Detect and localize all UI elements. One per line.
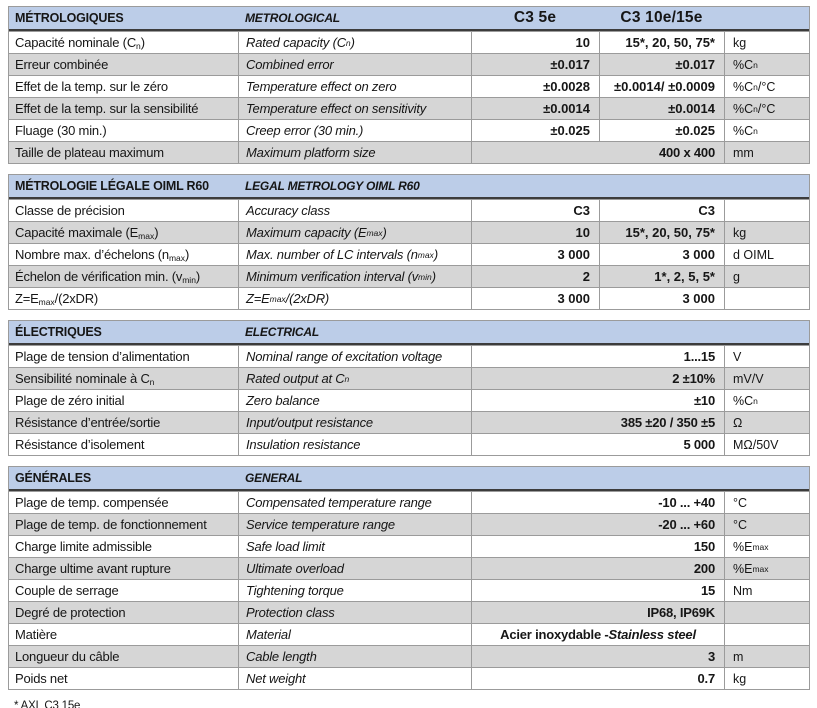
spec-section xyxy=(8,174,810,310)
spec-row xyxy=(9,345,809,367)
row-unit: kg xyxy=(724,668,809,689)
row-label-fr: Charge limite admissible xyxy=(15,539,152,554)
row-value-c3-10e-15e: ±0.017 xyxy=(599,54,724,75)
row-label-en: Maximum capacity (E max ) xyxy=(238,222,471,243)
row-label-fr: Plage de temp. compensée xyxy=(15,495,169,510)
row-label-fr: Résistance d’isolement xyxy=(15,437,145,452)
section-header xyxy=(9,7,809,29)
row-label-fr: $Z=E_{max}/(2xDR)$ xyxy=(15,291,99,306)
footnote: * AXL C3 15e xyxy=(14,700,81,708)
row-label-fr: Poids net xyxy=(15,671,68,686)
row-label-en: Temperature effect on zero xyxy=(238,76,471,97)
row-value-merged: 2 ±10% xyxy=(471,368,724,389)
spec-row xyxy=(9,97,809,119)
row-label-en: Z=E max /(2xDR) xyxy=(238,288,471,309)
row-value-c3-10e-15e: 3 000 xyxy=(599,244,724,265)
row-label-fr: Plage de temp. de fonctionnement xyxy=(15,517,207,532)
row-label-fr: Longueur du câble xyxy=(15,649,120,664)
spec-row xyxy=(9,557,809,579)
row-value-merged: 385 ±20 / 350 ±5 xyxy=(471,412,724,433)
spec-row xyxy=(9,367,809,389)
spec-row xyxy=(9,141,809,163)
row-label-en: Zero balance xyxy=(238,390,471,411)
row-label-fr: Capacité maximale $(E_{max})$ xyxy=(15,225,159,240)
row-value-merged: IP68, IP69K xyxy=(471,602,724,623)
row-label-en: Creep error (30 min.) xyxy=(238,120,471,141)
spec-section xyxy=(8,320,810,456)
row-unit xyxy=(724,602,809,623)
row-label-fr: Taille de plateau maximum xyxy=(15,145,164,160)
section-title-en: ELECTRICAL xyxy=(245,325,319,339)
section-title-en: METROLOGICAL xyxy=(245,11,340,25)
row-label-en: Rated capacity (C n ) xyxy=(238,32,471,53)
row-unit xyxy=(724,200,809,221)
spec-table xyxy=(8,6,810,708)
row-label-fr: Résistance d’entrée/sortie xyxy=(15,415,161,430)
row-unit: d OIML xyxy=(724,244,809,265)
spec-row xyxy=(9,265,809,287)
row-value-c3-5e: ±0.0014 xyxy=(471,98,599,119)
row-value-c3-10e-15e: 3 000 xyxy=(599,288,724,309)
row-value-merged: -20 ... +60 xyxy=(471,514,724,535)
spec-row xyxy=(9,221,809,243)
spec-row xyxy=(9,667,809,689)
row-value-merged: 5 000 xyxy=(471,434,724,455)
row-label-en: Nominal range of excitation voltage xyxy=(238,346,471,367)
row-value-merged: 150 xyxy=(471,536,724,557)
spec-row xyxy=(9,389,809,411)
row-label-en: Compensated temperature range xyxy=(238,492,471,513)
spec-row xyxy=(9,513,809,535)
row-unit: %C n xyxy=(724,120,809,141)
row-label-en: Minimum verification interval (v min ) xyxy=(238,266,471,287)
row-label-fr: Nombre max. d’échelons $(n_{max})$ xyxy=(15,247,190,262)
row-unit: Ω xyxy=(724,412,809,433)
row-value-c3-5e: 10 xyxy=(471,222,599,243)
row-label-en: Cable length xyxy=(238,646,471,667)
row-value-c3-5e: 3 000 xyxy=(471,288,599,309)
row-label-en: Ultimate overload xyxy=(238,558,471,579)
spec-row xyxy=(9,491,809,513)
row-label-fr: Charge ultime avant rupture xyxy=(15,561,171,576)
row-unit: Nm xyxy=(724,580,809,601)
spec-row xyxy=(9,243,809,265)
spec-row xyxy=(9,601,809,623)
spec-row xyxy=(9,433,809,455)
row-label-fr: Couple de serrage xyxy=(15,583,119,598)
row-value-c3-5e: ±0.025 xyxy=(471,120,599,141)
spec-row xyxy=(9,119,809,141)
row-label-fr: Effet de la temp. sur la sensibilité xyxy=(15,101,199,116)
row-label-en: Combined error xyxy=(238,54,471,75)
row-value-c3-5e: 2 xyxy=(471,266,599,287)
row-value-merged: 3 xyxy=(471,646,724,667)
spec-row xyxy=(9,199,809,221)
row-value-c3-5e: 3 000 xyxy=(471,244,599,265)
row-label-fr: Classe de précision xyxy=(15,203,125,218)
row-label-en: Maximum platform size xyxy=(238,142,471,163)
row-unit xyxy=(724,624,809,645)
section-header xyxy=(9,321,809,343)
row-value-c3-10e-15e: C3 xyxy=(599,200,724,221)
row-unit: g xyxy=(724,266,809,287)
spec-row xyxy=(9,623,809,645)
spec-row xyxy=(9,75,809,97)
row-label-fr: Fluage (30 min.) xyxy=(15,123,107,138)
row-value-merged: 1...15 xyxy=(471,346,724,367)
row-label-en: Rated output at C n xyxy=(238,368,471,389)
spec-row xyxy=(9,645,809,667)
row-label-en: Tightening torque xyxy=(238,580,471,601)
row-unit: MΩ/50V xyxy=(724,434,809,455)
row-label-fr: Degré de protection xyxy=(15,605,126,620)
row-unit: mm xyxy=(724,142,809,163)
column-header-c3-5e: C3 5e xyxy=(513,9,557,26)
row-value-merged: 15 xyxy=(471,580,724,601)
row-unit: %C n xyxy=(724,54,809,75)
row-label-en: Material xyxy=(238,624,471,645)
row-label-fr: Échelon de vérification min. $(v_{min})$ xyxy=(15,269,201,284)
row-label-en: Max. number of LC intervals (n max ) xyxy=(238,244,471,265)
spec-section xyxy=(8,466,810,690)
row-value-c3-10e-15e: ±0.0014 xyxy=(599,98,724,119)
row-unit: %C n /°C xyxy=(724,76,809,97)
row-value-c3-10e-15e: 15*, 20, 50, 75* xyxy=(599,222,724,243)
row-unit: m xyxy=(724,646,809,667)
row-label-fr: Effet de la temp. sur le zéro xyxy=(15,79,168,94)
row-value-c3-5e: 10 xyxy=(471,32,599,53)
row-value-merged: 200 xyxy=(471,558,724,579)
row-unit: °C xyxy=(724,492,809,513)
section-title-fr: GÉNÉRALES xyxy=(15,471,91,485)
row-label-fr: Plage de tension d’alimentation xyxy=(15,349,190,364)
sections-container xyxy=(8,6,810,690)
row-label-en: Accuracy class xyxy=(238,200,471,221)
spec-section xyxy=(8,6,810,164)
row-label-en: Safe load limit xyxy=(238,536,471,557)
row-value-merged: 400 x 400 xyxy=(471,142,724,163)
row-value-c3-5e: C3 xyxy=(471,200,599,221)
row-value-c3-10e-15e: ±0.025 xyxy=(599,120,724,141)
row-label-fr: Capacité nominale $(C_n)$ xyxy=(15,35,145,50)
row-unit xyxy=(724,288,809,309)
section-title-fr: ÉLECTRIQUES xyxy=(15,325,102,339)
section-title-en: LEGAL METROLOGY OIML R60 xyxy=(245,179,420,193)
spec-row xyxy=(9,411,809,433)
row-label-en: Temperature effect on sensitivity xyxy=(238,98,471,119)
spec-row xyxy=(9,535,809,557)
section-title-fr: MÉTROLOGIE LÉGALE OIML R60 xyxy=(15,179,209,193)
section-title-fr: MÉTROLOGIQUES xyxy=(15,11,124,25)
spec-row xyxy=(9,53,809,75)
section-header xyxy=(9,467,809,489)
row-unit: °C xyxy=(724,514,809,535)
row-value-c3-10e-15e: 15*, 20, 50, 75* xyxy=(599,32,724,53)
section-header xyxy=(9,175,809,197)
row-value-c3-10e-15e: 1*, 2, 5, 5* xyxy=(599,266,724,287)
row-label-en: Net weight xyxy=(238,668,471,689)
column-header-c3-10e-15e: C3 10e/15e xyxy=(620,9,703,26)
row-unit: V xyxy=(724,346,809,367)
spec-row xyxy=(9,287,809,309)
row-label-en: Insulation resistance xyxy=(238,434,471,455)
row-value-merged: ±10 xyxy=(471,390,724,411)
row-value-c3-5e: ±0.017 xyxy=(471,54,599,75)
row-label-fr: Erreur combinée xyxy=(15,57,109,72)
spec-row xyxy=(9,31,809,53)
row-label-fr: Sensibilité nominale à $C_n$ xyxy=(15,371,155,386)
row-label-fr: Plage de zéro initial xyxy=(15,393,125,408)
row-unit: %C n /°C xyxy=(724,98,809,119)
row-label-en: Input/output resistance xyxy=(238,412,471,433)
row-value-merged: 0.7 xyxy=(471,668,724,689)
section-title-en: GENERAL xyxy=(245,471,303,485)
row-unit: kg xyxy=(724,32,809,53)
row-value-merged: Acier inoxydable - Stainless steel xyxy=(471,624,724,645)
row-value-c3-5e: ±0.0028 xyxy=(471,76,599,97)
row-label-en: Service temperature range xyxy=(238,514,471,535)
row-unit: %E max xyxy=(724,536,809,557)
row-label-en: Protection class xyxy=(238,602,471,623)
row-value-c3-10e-15e: ±0.0014/ ±0.0009 xyxy=(599,76,724,97)
row-unit: mV/V xyxy=(724,368,809,389)
row-value-merged: -10 ... +40 xyxy=(471,492,724,513)
row-unit: %E max xyxy=(724,558,809,579)
row-unit: %C n xyxy=(724,390,809,411)
row-unit: kg xyxy=(724,222,809,243)
row-label-fr: Matière xyxy=(15,627,57,642)
spec-row xyxy=(9,579,809,601)
